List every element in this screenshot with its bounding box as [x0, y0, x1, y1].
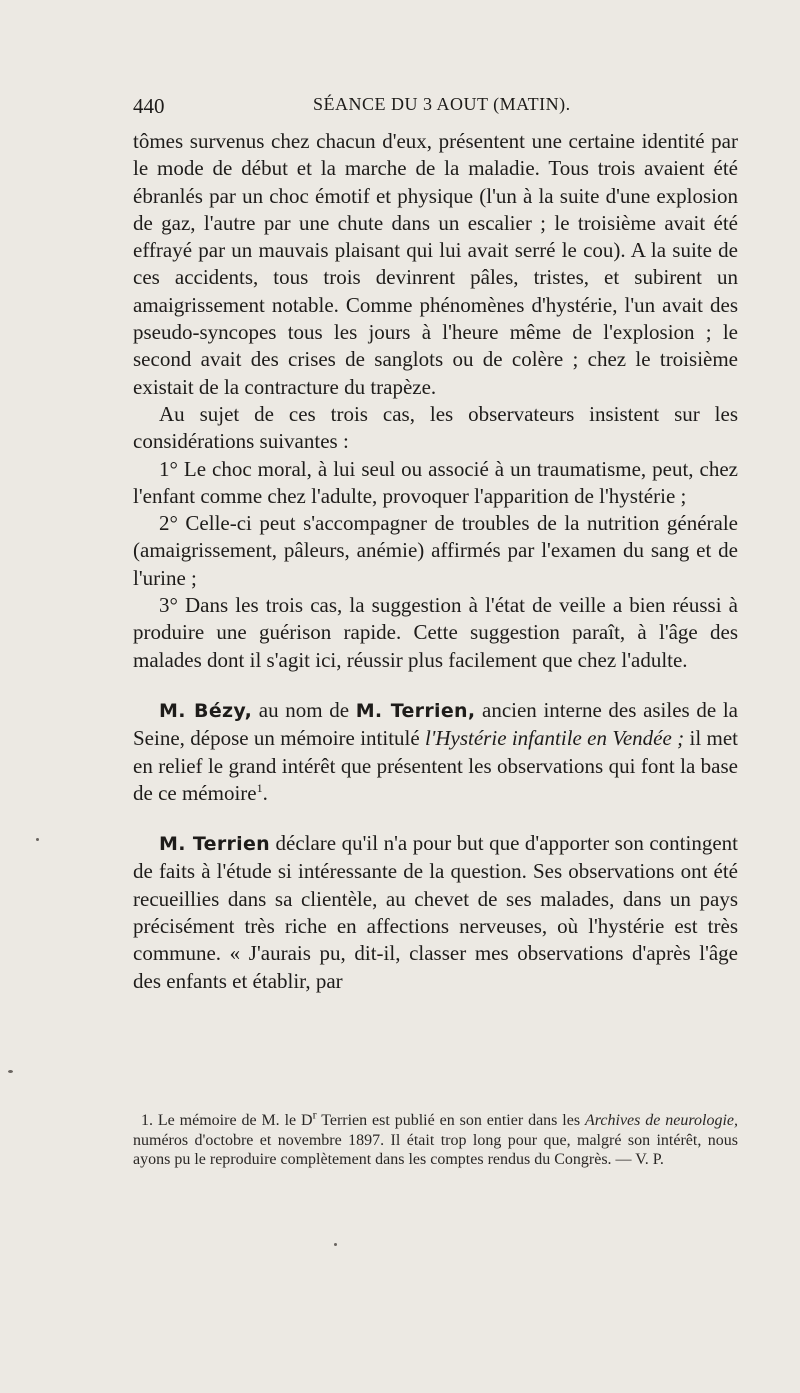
footnote-text-part: Terrien est publié en son entier dans les [316, 1112, 585, 1129]
paper-speck [36, 838, 39, 841]
paragraph-5: 3° Dans les trois cas, la suggestion à l'état de veille a bien réussi à produire une guérison rapide. Cette suggestion paraît, à l'âge des malades dont il s'agit ici, réussir plus facilement que chez l'adulte. [133, 593, 738, 672]
paragraph-3: 1° Le choc moral, à lui seul ou associé à un traumatisme, peut, chez l'enfant comme chez l'adulte, provoquer l'apparition de l'hystérie ; [133, 456, 738, 508]
paragraph-text: ancien interne des asiles de la Seine, dépose un mémoire intitulé [133, 697, 738, 751]
page-number: 440 [133, 94, 165, 118]
paragraph-text: déclare qu'il n'a pour but que d'apporter son contingent de faits à l'étude si intéressante de la question. Ses observations ont été recueillies dans sa clientèle, au chevet de ses malades, dans un pays précisément très riche en affections nerveuses, où l'hystérie est très commune. « J'aurais pu, dit-il, classer mes observations d'après l'âge des enfants et établir, par [133, 831, 738, 993]
paragraph-1: tômes survenus chez chacun d'eux, présentent une certaine identité par le mode de début et la marche de la maladie. Tous trois avaient été ébranlés par un choc émotif et physique (l'un à la suite d'une explosion de gaz, l'autre par une chute dans un escalier ; le troisième avait été effrayé par un mauvais plaisant qui lui avait serré le cou). A la suite de ces accidents, tous trois devinrent pâles, tristes, et subirent un amaigrissement notable. Comme phénomènes d'hystérie, l'un avait des pseudo-syncopes tous les jours à l'heure même de l'explosion ; le second avait des crises de sanglots ou de colère ; chez le troisième existait de la contracture du trapèze. [133, 129, 738, 399]
paragraph-2: Au sujet de ces trois cas, les observateurs insistent sur les considérations suivantes : [133, 401, 738, 454]
page-header [133, 94, 738, 124]
paragraph-bezy [133, 697, 738, 807]
speaker-name: M. Terrien [159, 833, 270, 856]
footnote-text-part: Le mémoire de M. le D [153, 1112, 313, 1129]
paper-speck [8, 1070, 13, 1073]
footnote-reference: 1 [256, 780, 263, 795]
paragraph-4: 2° Celle-ci peut s'accompagner de troubles de la nutrition générale (amaigrissement, pâleurs, anémie) affirmés par l'examen du sang et de l'urine ; [133, 511, 738, 590]
running-head: SÉANCE DU 3 AOUT (MATIN). [313, 94, 571, 114]
memoir-title: l'Hystérie infantile en Vendée ; [425, 726, 685, 751]
footnote-text [133, 1107, 738, 1170]
paper-speck [334, 1243, 337, 1246]
paragraph-text: il met en relief le grand intérêt que présentent les observations qui font la base de ce mémoire [133, 726, 738, 805]
footnote-text-part: numéros d'octobre et novembre 1897. Il était trop long pour que, malgré son intérêt, nous ayons pu le reproduire complètement dans les comptes rendus du Congrès. — V. P. [133, 1131, 738, 1169]
paragraph-terrien [133, 830, 738, 995]
body-text [133, 128, 738, 995]
paragraph-text: au nom de [252, 697, 356, 722]
footnote-number: 1. [141, 1112, 153, 1129]
paragraph-text: . [262, 780, 268, 805]
footnote [133, 1107, 738, 1170]
speaker-name: M. Bézy, [159, 699, 253, 722]
journal-title: Archives de neurologie, [584, 1112, 738, 1129]
footnote-superscript: r [312, 1107, 317, 1122]
speaker-name: M. Terrien, [355, 699, 476, 722]
